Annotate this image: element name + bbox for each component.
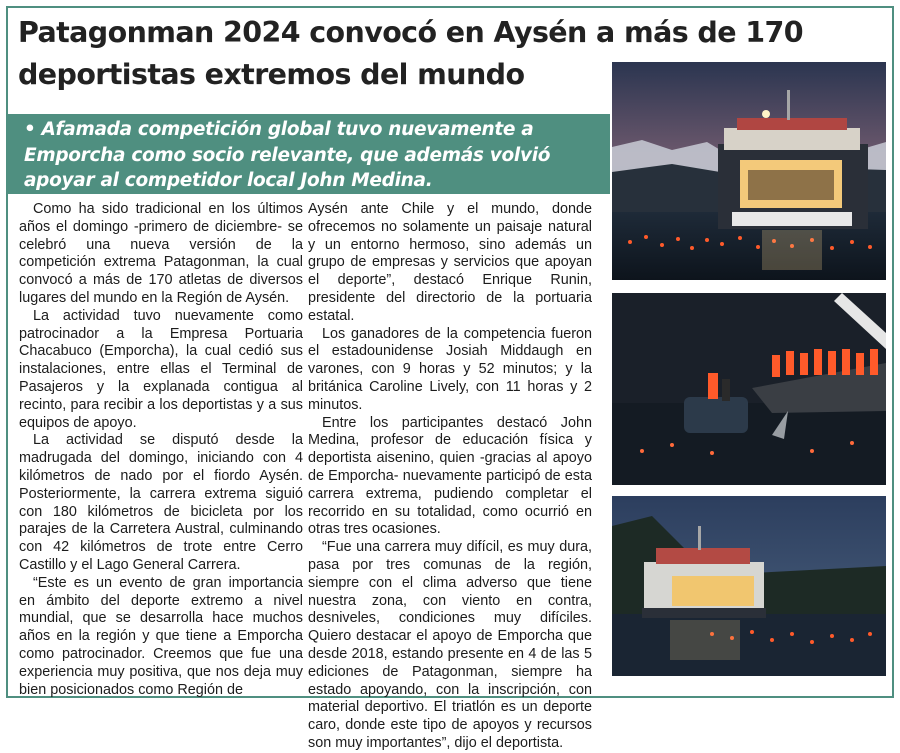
paragraph: La actividad tuvo nuevamente como patrocinador a la Empresa Portuaria Chacabuco (Emporcha), la cual cedió sus instalaciones, entre ellas el Terminal de Pasajeros y la explanada contigua al recinto, para recibir a los deportistas y a sus equipos de apoyo. (19, 307, 303, 431)
photo-ferry-night (612, 496, 886, 676)
article-column-2 (308, 201, 592, 753)
paragraph: Entre los participantes destacó John Medina, profesor de educación física y deportista aisenino, quien -gracias al apoyo de Emporcha- nuevamente participó de esta carrera extrema, pudiendo completar el recorrido en su totalidad, como ocurrió en otras tres ocasiones. (308, 414, 592, 538)
paragraph: Aysén ante Chile y el mundo, donde ofrecemos no solamente un paisaje natural y un entorno hermoso, sino además un grupo de empresas y servicios que apoyan el deporte”, destacó Enrique Runin, presidente del directorio de la portuaria estatal. (308, 201, 592, 324)
article-column-1 (19, 201, 303, 699)
paragraph: Como ha sido tradicional en los últimos años el domingo -primero de diciembre- se celebró una nueva versión de la competición extrema Patagonman, la cual convocó a más de 170 atletas de diversos lugares del mundo en la Región de Aysén. (19, 201, 303, 306)
paragraph: Los ganadores de la competencia fueron el estadounidense Josiah Middaugh en varones, con 9 horas y 52 minutos; y la británica Caroline Lively, con 11 horas y 2 minutos. (308, 325, 592, 413)
photo-swimmers-ramp (612, 293, 886, 485)
article-subheadline-box (8, 114, 610, 194)
article-headline: Patagonman 2024 convocó en Aysén a más de 170 deportistas extremos del mundo (18, 16, 803, 91)
paragraph: “Este es un evento de gran importancia en ámbito del deporte extremo a nivel mundial, que se desarrolla hace muchos años en la región y que tiene a Emporcha como patrocinador. Creemos que fue una experiencia muy positiva, que nos deja muy bien posicionados como Región de (19, 574, 303, 698)
photo-ferry-dusk (612, 62, 886, 280)
article-subheadline: Afamada competición global tuvo nuevamente a Emporcha como socio relevante, que además volvió apoyar al competidor local John Medina. (24, 119, 551, 191)
paragraph: “Fue una carrera muy difícil, es muy dura, pasa por tres comunas de la región, siempre con el clima adverso que tiene nuestra zona, con viento en contra, desniveles, condiciones muy difíciles. Quiero destacar el apoyo de Emporcha que desde 2018, estando presente en 4 de las 5 ediciones de Patagonman, siempre ha estado apoyando, con la inscripción, con material deportivo. El triatlón es un deporte caro, donde este tipo de apoyos y recursos son muy importantes”, dijo el deportista. (308, 539, 592, 751)
paragraph: La actividad se disputó desde la madrugada del domingo, iniciando con 4 kilómetros de nado por el fiordo Aysén. Posteriormente, la carrera extrema siguió con 180 kilómetros de bicicleta por los parajes de la Carretera Austral, culminando con 42 kilómetros de trote entre Cerro Castillo y el Lago General Carrera. (19, 432, 303, 573)
bullet-icon: • (24, 119, 36, 140)
